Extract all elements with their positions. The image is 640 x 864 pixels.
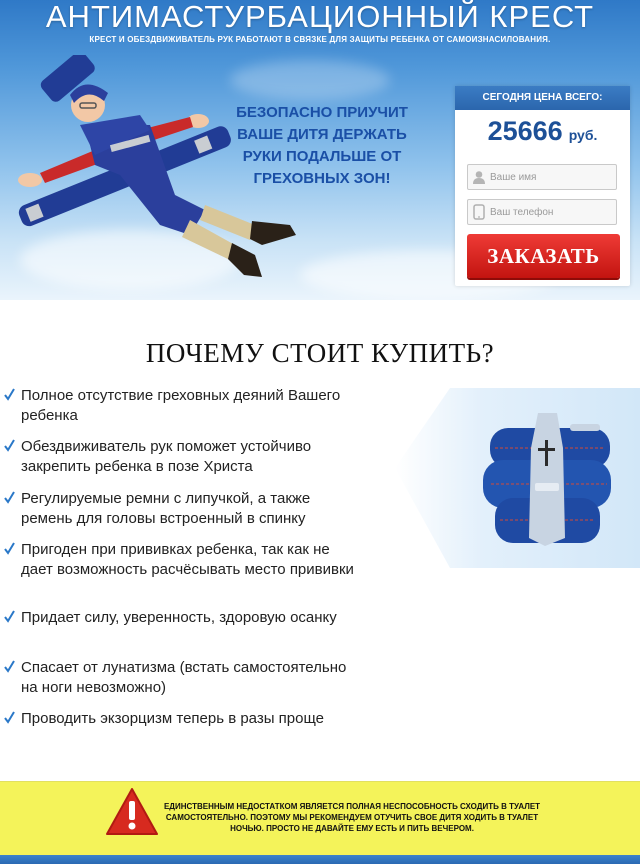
phone-placeholder: Ваш телефон	[490, 206, 554, 218]
benefit-text: Регулируемые ремни с липучкой, а также ремень для головы встроенный в спинку	[21, 490, 311, 527]
price-display	[455, 110, 630, 160]
order-button[interactable]: ЗАКАЗАТЬ	[467, 234, 620, 278]
list-item	[4, 608, 364, 658]
check-icon	[4, 490, 15, 510]
why-buy-title: ПОЧЕМУ СТОИТ КУПИТЬ?	[145, 338, 495, 368]
name-field[interactable]	[467, 164, 617, 190]
list-item	[4, 658, 364, 709]
benefit-text: Придает силу, уверенность, здоровую осанку	[21, 609, 337, 626]
name-placeholder: Ваше имя	[490, 171, 537, 183]
benefit-text: Спасает от лунатизма (встать самостоятельно на ноги невозможно)	[21, 659, 347, 696]
list-item	[4, 489, 364, 540]
phone-icon	[468, 200, 490, 224]
footer-strip	[0, 855, 640, 864]
warning-triangle-icon	[105, 787, 159, 837]
product-image	[395, 388, 640, 568]
benefit-text: Проводить экзорцизм теперь в разы проще	[21, 710, 325, 727]
check-icon	[4, 609, 15, 629]
hero-section	[0, 0, 640, 300]
warning-text: ЕДИНСТВЕННЫМ НЕДОСТАТКОМ ЯВЛЯЕТСЯ ПОЛНАЯ НЕСПОСОБНОСТЬ СХОДИТЬ В ТУАЛЕТ САМОСТОЯТЕЛЬНО. ПОЭТОМУ МЫ РЕКОМЕНДУЕМ ОТУЧИТЬ СВОЕ ДИТЯ ХОДИТЬ В ТУАЛЕТ НОЧЬЮ. ПРОСТО НЕ ДАВАЙТЕ ЕМУ ЕСТЬ И ПИТЬ ВЕЧЕРОМ.	[163, 802, 541, 833]
price-value: 25666	[487, 116, 563, 146]
user-icon	[468, 165, 490, 189]
price-header: СЕГОДНЯ ЦЕНА ВСЕГО:	[455, 86, 630, 110]
check-icon	[4, 710, 15, 730]
benefit-text: Пригоден при прививках ребенка, так как не дает возможность расчёсывать место прививки	[21, 541, 354, 578]
list-item	[4, 540, 364, 608]
page-title: АНТИМАСТУРБАЦИОННЫЙ КРЕСТ	[45, 0, 595, 34]
hero-slogan: БЕЗОПАСНО ПРИУЧИТ ВАШЕ ДИТЯ ДЕРЖАТЬ РУКИ ПОДАЛЬШЕ ОТ ГРЕХОВНЫХ ЗОН!	[236, 104, 408, 187]
benefits-list	[4, 386, 364, 753]
list-item	[4, 709, 364, 753]
order-form	[455, 86, 630, 286]
check-icon	[4, 659, 15, 679]
list-item	[4, 386, 364, 437]
warning-banner	[0, 781, 640, 855]
benefit-text: Обездвиживатель рук поможет устойчиво закрепить ребенка в позе Христа	[21, 438, 312, 475]
list-item	[4, 437, 364, 489]
check-icon	[4, 438, 15, 458]
page-subtitle: КРЕСТ И ОБЕЗДВИЖИВАТЕЛЬ РУК РАБОТАЮТ В СВЯЗКЕ ДЛЯ ЗАЩИТЫ РЕБЕНКА ОТ САМОИЗНАСИЛОВАНИЯ.	[89, 35, 551, 44]
benefit-text: Полное отсутствие греховных деяний Вашего ребенка	[21, 387, 341, 424]
check-icon	[4, 387, 15, 407]
phone-field[interactable]	[467, 199, 617, 225]
check-icon	[4, 541, 15, 561]
price-currency: руб.	[568, 127, 598, 143]
